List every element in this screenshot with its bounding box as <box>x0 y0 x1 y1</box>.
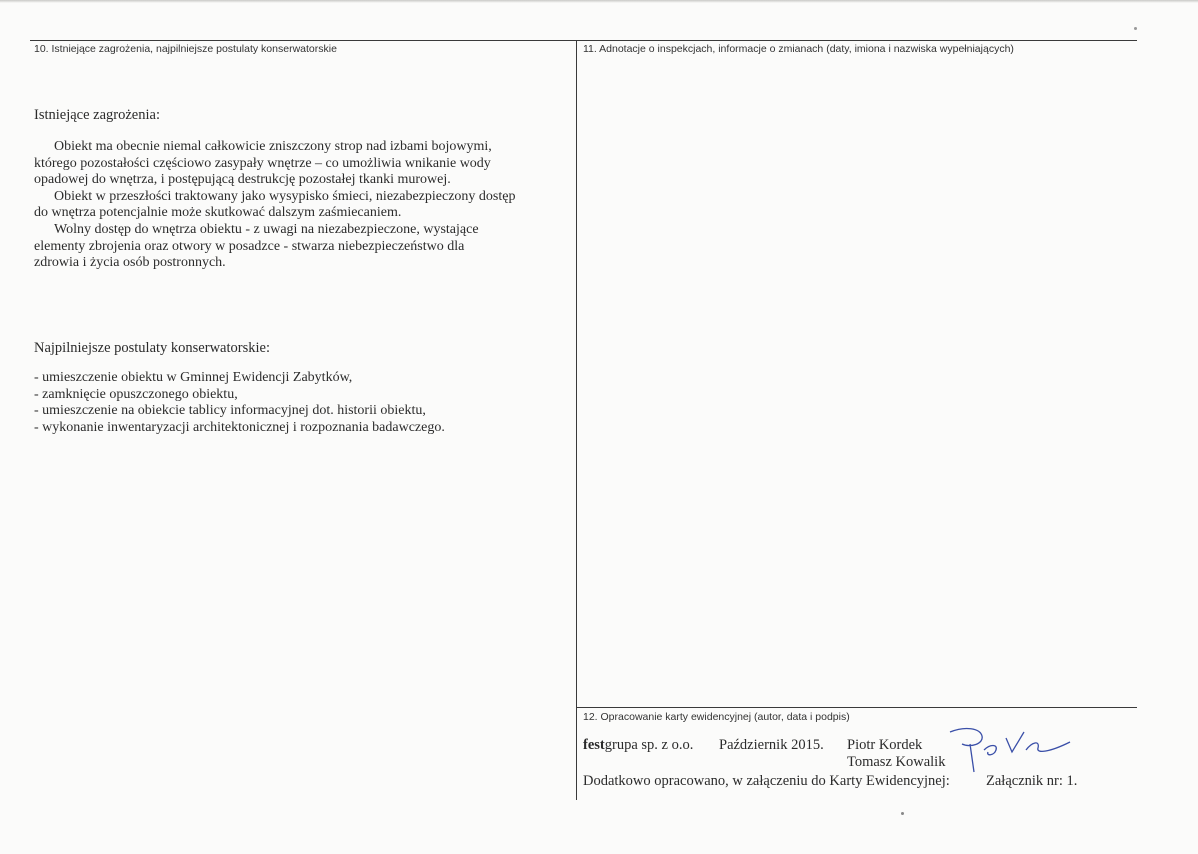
threats-line: Obiekt ma obecnie niemal całkowicie zniszczony strop nad izbami bojowymi, <box>54 139 492 154</box>
postulates-list <box>34 370 445 436</box>
scan-edge <box>0 0 1198 3</box>
author-name-1: Piotr Kordek <box>847 737 923 753</box>
list-item: - umieszczenie obiektu w Gminnej Ewidencji Zabytków, <box>34 370 353 385</box>
threats-line: zdrowia i życia osób postronnych. <box>34 255 226 271</box>
preparation-date: Październik 2015. <box>719 737 824 753</box>
company-name-rest: grupa sp. z o.o. <box>604 737 694 753</box>
threats-heading: Istniejące zagrożenia: <box>34 107 160 123</box>
section-11-label: 11. Adnotacje o inspekcjach, informacje o zmianach (daty, imiona i nazwiska wypełniających) <box>583 43 1014 55</box>
list-item: - wykonanie inwentaryzacji architektonicznej i rozpoznania badawczego. <box>34 419 445 435</box>
section-10-label: 10. Istniejące zagrożenia, najpilniejsze postulaty konserwatorskie <box>34 43 337 55</box>
list-item: - zamknięcie opuszczonego obiektu, <box>34 386 238 402</box>
threats-text <box>34 139 564 272</box>
column-divider <box>576 40 577 800</box>
threats-line: do wnętrza potencjalnie może skutkować dalszym zaśmiecaniem. <box>34 205 402 221</box>
company-name-bold: fest <box>583 737 605 753</box>
form-top-rule <box>30 40 1137 41</box>
scan-speck <box>901 812 904 815</box>
threats-line: elementy zbrojenia oraz otwory w posadzce - stwarza niebezpieczeństwo dla <box>34 238 465 254</box>
threats-line: Wolny dostęp do wnętrza obiektu - z uwagi na niezabezpieczone, wystające <box>54 221 479 237</box>
section-12-label: 12. Opracowanie karty ewidencyjnej (autor, data i podpis) <box>583 711 850 723</box>
threats-line: Obiekt w przeszłości traktowany jako wysypisko śmieci, niezabezpieczony dostęp <box>54 188 516 204</box>
list-item: - umieszczenie na obiekcie tablicy informacyjnej dot. historii obiektu, <box>34 403 426 419</box>
signature-image <box>940 722 1080 774</box>
section-12-rule <box>576 707 1137 708</box>
threats-line: opadowej do wnętrza, i postępującą destrukcję pozostałej tkanki murowej. <box>34 172 451 188</box>
threats-line: którego pozostałości częściowo zasypały wnętrze – co umożliwia wnikanie wody <box>34 155 491 171</box>
author-name-2: Tomasz Kowalik <box>847 754 946 770</box>
attachment-number: Załącznik nr: 1. <box>986 773 1078 789</box>
additional-note: Dodatkowo opracowano, w załączeniu do Karty Ewidencyjnej: <box>583 773 950 789</box>
postulates-heading: Najpilniejsze postulaty konserwatorskie: <box>34 340 270 356</box>
company-line <box>583 737 693 754</box>
scan-speck <box>1134 27 1137 30</box>
